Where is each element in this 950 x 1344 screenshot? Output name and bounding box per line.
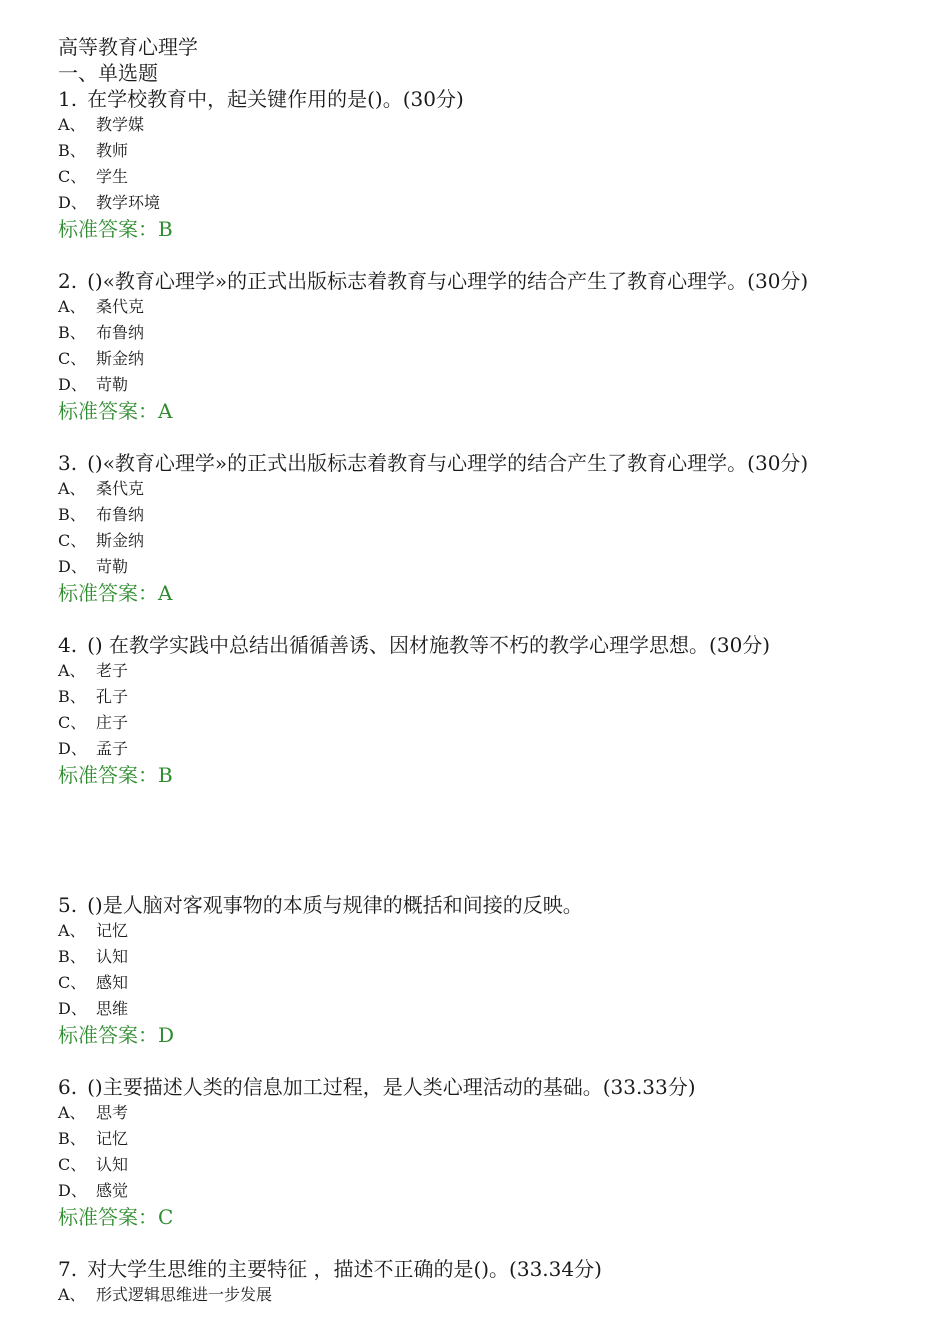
option-key: D、	[58, 193, 87, 212]
spacer	[58, 424, 938, 450]
option-c	[58, 710, 938, 736]
option-key: C、	[58, 713, 87, 732]
option-text: 认知	[96, 1155, 129, 1174]
option-b	[58, 502, 938, 528]
option-key: C、	[58, 1155, 87, 1174]
question-number: 2.	[58, 269, 78, 293]
question-1	[58, 86, 938, 242]
option-key: D、	[58, 557, 87, 576]
option-text: 孟子	[96, 739, 129, 758]
option-text: 苛勒	[96, 557, 129, 576]
option-a	[58, 658, 938, 684]
option-b	[58, 684, 938, 710]
option-key: B、	[58, 687, 86, 706]
question-number: 5.	[58, 893, 78, 917]
option-key: C、	[58, 167, 87, 186]
standard-answer	[58, 762, 938, 788]
option-key: A、	[58, 661, 86, 680]
spacer	[58, 1230, 938, 1256]
option-b	[58, 1126, 938, 1152]
answer-value: B	[158, 763, 173, 787]
option-c	[58, 528, 938, 554]
option-text: 教学环境	[96, 193, 161, 212]
option-text: 教学媒	[96, 115, 145, 134]
option-key: D、	[58, 1181, 87, 1200]
question-4	[58, 632, 938, 788]
question-5	[58, 892, 938, 1048]
option-text: 记忆	[96, 1129, 129, 1148]
option-d	[58, 372, 938, 398]
option-text: 布鲁纳	[96, 505, 145, 524]
option-key: D、	[58, 739, 87, 758]
option-c	[58, 1152, 938, 1178]
answer-label: 标准答案：	[58, 1023, 158, 1047]
document-page	[58, 34, 938, 1308]
question-text	[58, 632, 938, 658]
question-2	[58, 268, 938, 424]
answer-value: A	[158, 581, 173, 605]
option-d	[58, 736, 938, 762]
option-key: A、	[58, 115, 86, 134]
option-a	[58, 918, 938, 944]
standard-answer	[58, 398, 938, 424]
option-text: 思考	[96, 1103, 129, 1122]
spacer	[58, 606, 938, 632]
option-b	[58, 944, 938, 970]
option-d	[58, 996, 938, 1022]
option-key: A、	[58, 1285, 86, 1304]
answer-value: B	[158, 217, 173, 241]
question-stem: ()«教育心理学»的正式出版标志着教育与心理学的结合产生了教育心理学。(30分)	[87, 451, 809, 475]
document-title: 高等教育心理学	[58, 35, 198, 59]
option-text: 桑代克	[96, 479, 145, 498]
option-text: 认知	[96, 947, 129, 966]
question-stem: 在学校教育中，起关键作用的是()。(30分)	[87, 87, 464, 111]
option-text: 斯金纳	[96, 531, 145, 550]
question-number: 3.	[58, 451, 78, 475]
option-text: 苛勒	[96, 375, 129, 394]
option-key: A、	[58, 479, 86, 498]
option-text: 庄子	[96, 713, 129, 732]
option-b	[58, 320, 938, 346]
option-key: D、	[58, 375, 87, 394]
option-a	[58, 1282, 938, 1308]
option-key: B、	[58, 947, 86, 966]
option-text: 布鲁纳	[96, 323, 145, 342]
option-key: A、	[58, 297, 86, 316]
answer-label: 标准答案：	[58, 763, 158, 787]
answer-label: 标准答案：	[58, 581, 158, 605]
spacer	[58, 788, 938, 892]
option-text: 思维	[96, 999, 129, 1018]
option-key: B、	[58, 505, 86, 524]
option-key: B、	[58, 1129, 86, 1148]
answer-value: A	[158, 399, 173, 423]
option-text: 桑代克	[96, 297, 145, 316]
question-number: 7.	[58, 1257, 78, 1281]
option-c	[58, 346, 938, 372]
question-text	[58, 1256, 938, 1282]
option-key: C、	[58, 349, 87, 368]
option-text: 学生	[96, 167, 129, 186]
question-stem: ()主要描述人类的信息加工过程，是人类心理活动的基础。(33.33分)	[87, 1075, 696, 1099]
question-number: 4.	[58, 633, 78, 657]
spacer	[58, 242, 938, 268]
option-text: 孔子	[96, 687, 129, 706]
spacer	[58, 1048, 938, 1074]
option-c	[58, 164, 938, 190]
option-c	[58, 970, 938, 996]
option-text: 斯金纳	[96, 349, 145, 368]
question-number: 6.	[58, 1075, 78, 1099]
question-stem: 对大学生思维的主要特征 ，描述不正确的是()。(33.34分)	[87, 1257, 602, 1281]
option-key: A、	[58, 1103, 86, 1122]
question-text	[58, 86, 938, 112]
standard-answer	[58, 1204, 938, 1230]
option-text: 记忆	[96, 921, 129, 940]
option-a	[58, 476, 938, 502]
standard-answer	[58, 216, 938, 242]
answer-value: D	[158, 1023, 175, 1047]
option-key: B、	[58, 323, 86, 342]
option-b	[58, 138, 938, 164]
question-text	[58, 1074, 938, 1100]
option-d	[58, 190, 938, 216]
answer-value: C	[158, 1205, 174, 1229]
option-a	[58, 112, 938, 138]
question-6	[58, 1074, 938, 1230]
standard-answer	[58, 580, 938, 606]
question-text	[58, 268, 938, 294]
option-key: C、	[58, 531, 87, 550]
option-text: 感知	[96, 973, 129, 992]
option-text: 老子	[96, 661, 129, 680]
question-stem: ()是人脑对客观事物的本质与规律的概括和间接的反映。	[87, 893, 583, 917]
question-stem: () 在教学实践中总结出循循善诱、因材施教等不朽的教学心理学思想。(30分)	[87, 633, 771, 657]
option-d	[58, 1178, 938, 1204]
answer-label: 标准答案：	[58, 399, 158, 423]
question-stem: ()«教育心理学»的正式出版标志着教育与心理学的结合产生了教育心理学。(30分)	[87, 269, 809, 293]
question-number: 1.	[58, 87, 78, 111]
option-a	[58, 294, 938, 320]
option-text: 感觉	[96, 1181, 129, 1200]
question-text	[58, 892, 938, 918]
question-text	[58, 450, 938, 476]
option-key: D、	[58, 999, 87, 1018]
option-d	[58, 554, 938, 580]
standard-answer	[58, 1022, 938, 1048]
option-key: B、	[58, 141, 86, 160]
option-text: 形式逻辑思维进一步发展	[96, 1285, 273, 1304]
question-3	[58, 450, 938, 606]
section-title: 一、单选题	[58, 61, 158, 85]
answer-label: 标准答案：	[58, 1205, 158, 1229]
option-key: A、	[58, 921, 86, 940]
question-7	[58, 1256, 938, 1308]
option-key: C、	[58, 973, 87, 992]
option-text: 教师	[96, 141, 129, 160]
answer-label: 标准答案：	[58, 217, 158, 241]
option-a	[58, 1100, 938, 1126]
